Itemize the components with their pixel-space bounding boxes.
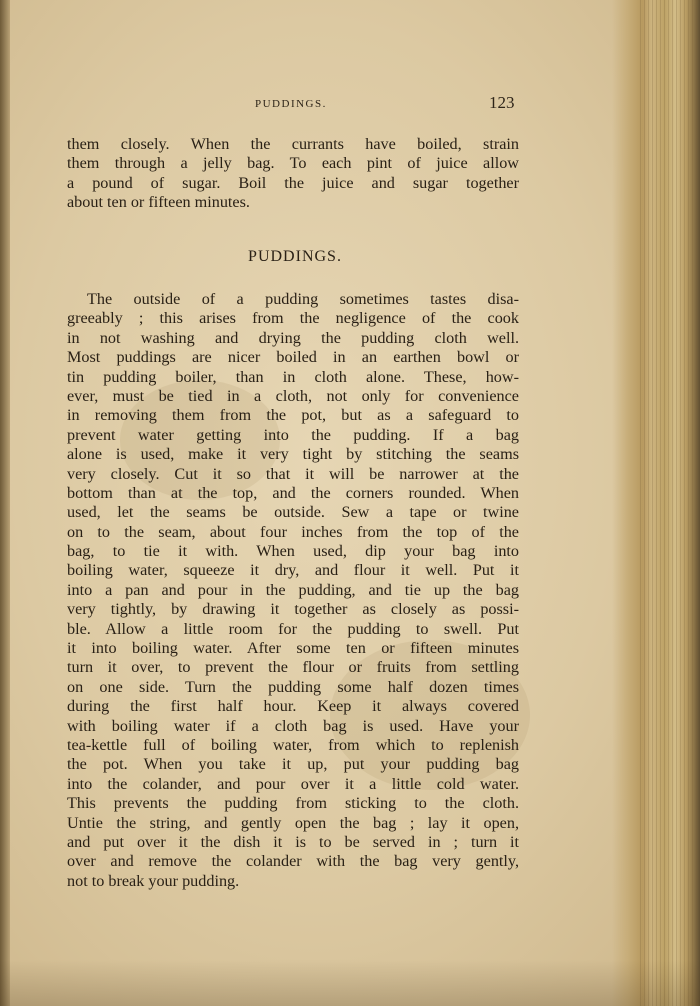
- section-heading: [0, 248, 590, 266]
- text-line: the pot. When you take it up, put your pudding bag: [67, 755, 519, 774]
- text-line: turn it over, to prevent the flour or fruits from settling: [67, 658, 519, 677]
- section-heading-text: PUDDINGS.: [248, 248, 342, 265]
- text-line: in removing them from the pot, but as a safeguard to: [67, 406, 519, 425]
- text-line: over and remove the colander with the bag very gently,: [67, 852, 519, 871]
- text-line: prevent water getting into the pudding. If a bag: [67, 425, 519, 444]
- text-line: bag, to tie it with. When used, dip your bag into: [67, 542, 519, 561]
- text-line: tin pudding boiler, than in cloth alone. These, how-: [67, 367, 519, 386]
- text-line: alone is used, make it very tight by stitching the seams: [67, 445, 519, 464]
- body-paragraph: [67, 290, 519, 891]
- bottom-shadow: [0, 960, 700, 1006]
- text-line: Most puddings are nicer boiled in an earthen bowl or: [67, 348, 519, 367]
- text-line: bottom than at the top, and the corners rounded. When: [67, 483, 519, 502]
- text-line: in not washing and drying the pudding cloth well.: [67, 328, 519, 347]
- text-line: ever, must be tied in a cloth, not only for convenience: [67, 386, 519, 405]
- text-line: into the colander, and pour over it a little cold water.: [67, 774, 519, 793]
- text-line: into a pan and pour in the pudding, and tie up the bag: [67, 580, 519, 599]
- page-edges: [640, 0, 698, 1006]
- text-line: not to break your pudding.: [67, 871, 240, 890]
- text-line: about ten or fifteen minutes.: [67, 193, 250, 212]
- text-line: boiling water, squeeze it dry, and flour it well. Put it: [67, 561, 519, 580]
- text-line: ble. Allow a little room for the pudding to swell. Put: [67, 619, 519, 638]
- text-line: them through a jelly bag. To each pint of juice allow: [67, 154, 519, 173]
- text-line: during the first half hour. Keep it always covered: [67, 697, 519, 716]
- text-line: The outside of a pudding sometimes tastes disa-: [87, 290, 519, 308]
- text-line: them closely. When the currants have boiled, strain: [67, 135, 519, 153]
- text-line: very closely. Cut it so that it will be narrower at the: [67, 464, 519, 483]
- text-line: This prevents the pudding from sticking to the cloth.: [67, 794, 519, 813]
- text-line: tea-kettle full of boiling water, from which to replenish: [67, 735, 519, 754]
- text-line: very tightly, by drawing it together as closely as possi-: [67, 600, 519, 619]
- text-line: it into boiling water. After some ten or fifteen minutes: [67, 639, 519, 658]
- binding-edge: [0, 0, 10, 1006]
- continued-paragraph: [67, 135, 519, 213]
- text-line: on to the seam, about four inches from the top of the: [67, 522, 519, 541]
- text-line: greeably ; this arises from the negligence of the cook: [67, 309, 519, 328]
- page-number: 123: [489, 93, 515, 112]
- text-line: a pound of sugar. Boil the juice and sugar together: [67, 173, 519, 192]
- text-line: used, let the seams be outside. Sew a tape or twine: [67, 503, 519, 522]
- text-line: on one side. Turn the pudding some half dozen times: [67, 677, 519, 696]
- text-line: Untie the string, and gently open the bag ; lay it open,: [67, 813, 519, 832]
- running-head: PUDDINGS.: [255, 98, 327, 110]
- text-line: and put over it the dish it is to be served in ; turn it: [67, 832, 519, 851]
- text-line: with boiling water if a cloth bag is used. Have your: [67, 716, 519, 735]
